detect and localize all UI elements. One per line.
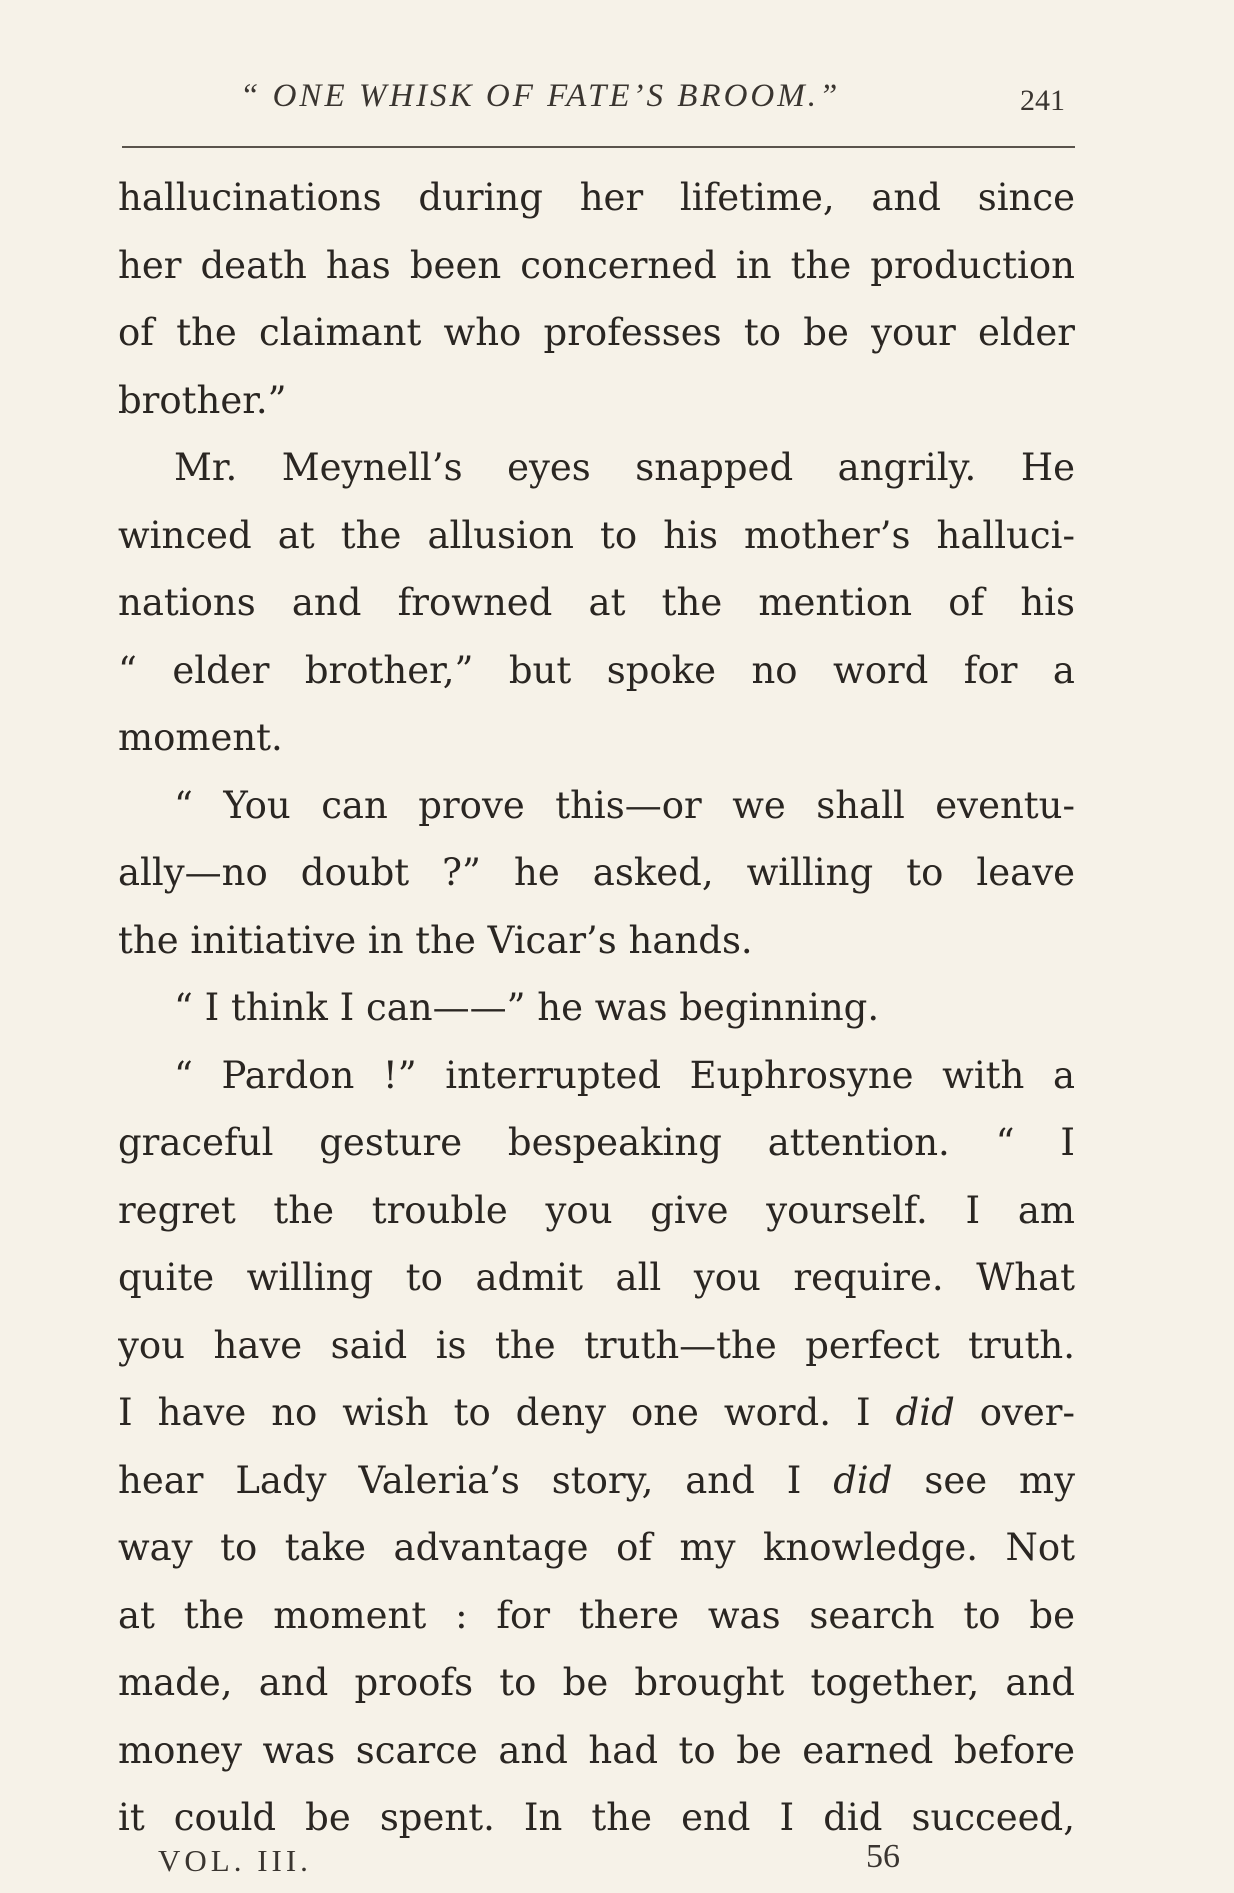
text-line: nations and frowned at the mention of his — [118, 581, 1075, 624]
text-line: way to take advantage of my knowledge. Not — [118, 1526, 1075, 1569]
text-line: hallucinations during her lifetime, and since — [118, 176, 1075, 219]
gathering-signature: 56 — [866, 1838, 900, 1875]
volume-signature: VOL. III. — [158, 1843, 312, 1878]
body-text — [118, 164, 1075, 1852]
text-line: the initiative in the Vicar’s hands. — [118, 918, 753, 962]
text-line: I have no wish to deny one word. I did over- — [118, 1391, 1075, 1434]
text-line: ally—no doubt ?” he asked, willing to leave — [118, 851, 1075, 894]
text-line: made, and proofs to be brought together, and — [118, 1661, 1075, 1704]
text-line: you have said is the truth—the perfect truth. — [118, 1323, 1075, 1367]
text-line: money was scarce and had to be earned before — [118, 1728, 1075, 1772]
page-number: 241 — [1020, 84, 1065, 117]
running-title: “ ONE WHISK OF FATE’S BROOM.” — [240, 78, 841, 114]
text-line: moment. — [118, 716, 283, 759]
text-line: at the moment : for there was search to be — [118, 1593, 1075, 1637]
text-line: regret the trouble you give yourself. I am — [118, 1188, 1075, 1232]
text-line: hear Lady Valeria’s story, and I did see my — [118, 1458, 1075, 1502]
text-line: “ You can prove this—or we shall eventu- — [174, 783, 1075, 827]
header-rule — [122, 146, 1075, 148]
text-line: “ elder brother,” but spoke no word for a — [118, 648, 1075, 692]
text-line: graceful gesture bespeaking attention. “ I — [118, 1121, 1075, 1164]
text-line: quite willing to admit all you require. What — [118, 1256, 1075, 1299]
text-line: “ I think I can——” he was beginning. — [174, 986, 880, 1029]
text-line: “ Pardon !” interrupted Euphrosyne with a — [174, 1053, 1075, 1097]
text-line: her death has been concerned in the production — [118, 243, 1075, 287]
text-line: it could be spent. In the end I did succeed, — [118, 1796, 1075, 1839]
text-line: brother.” — [118, 378, 287, 422]
text-line: winced at the allusion to his mother’s halluci- — [118, 513, 1075, 557]
text-line: of the claimant who professes to be your elder — [118, 311, 1075, 354]
text-line: Mr. Meynell’s eyes snapped angrily. He — [174, 446, 1075, 489]
